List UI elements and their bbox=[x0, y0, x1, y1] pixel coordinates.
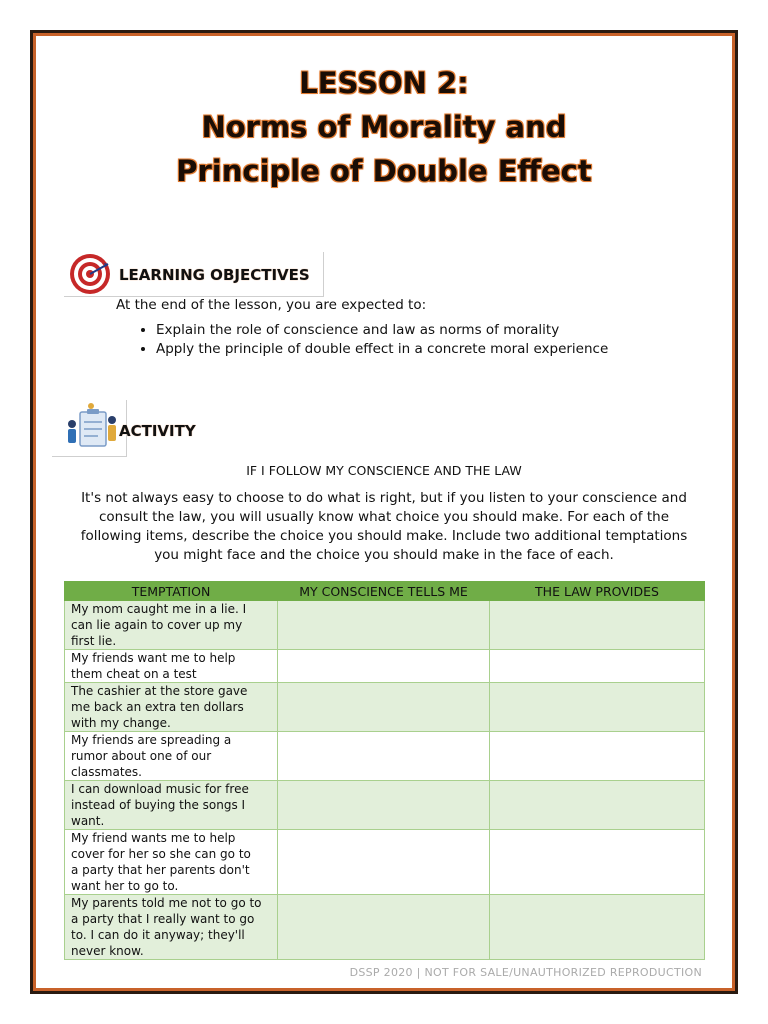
lesson-title-line2: Principle of Double Effect bbox=[176, 154, 592, 188]
instruction-line: following items, describe the choice you should make. Include two additional temptations bbox=[80, 528, 688, 544]
objective-item: • Apply the principle of double effect in a concrete moral experience bbox=[156, 341, 608, 357]
lesson-title-line1: Norms of Morality and bbox=[201, 110, 567, 144]
instruction-line: consult the law, you will usually know what choice you should make. For each of the bbox=[98, 509, 670, 525]
table-row bbox=[65, 601, 705, 650]
instruction-line: you might face and the choice you should make in the face of each. bbox=[154, 547, 614, 563]
conscience-answer-cell[interactable] bbox=[278, 683, 490, 732]
table-row bbox=[65, 650, 705, 683]
table-header-row bbox=[65, 582, 705, 601]
clipboard-people-icon bbox=[62, 402, 122, 454]
learning-objectives-header bbox=[64, 252, 324, 297]
footer-copyright: DSSP 2020 | NOT FOR SALE/UNAUTHORIZED REPRODUCTION bbox=[349, 966, 702, 979]
table-row bbox=[65, 732, 705, 781]
temptation-cell: I can download music for free instead of buying the songs I want. bbox=[65, 781, 278, 830]
temptation-cell: My friend wants me to help cover for her so she can go to a party that her parents don't want her to go to. bbox=[65, 830, 278, 895]
law-answer-cell[interactable] bbox=[490, 781, 705, 830]
temptation-cell: My parents told me not to go to a party that I really want to go to. I can do it anyway; they'll never know. bbox=[65, 895, 278, 960]
law-answer-cell[interactable] bbox=[490, 732, 705, 781]
table-row bbox=[65, 895, 705, 960]
table-row bbox=[65, 830, 705, 895]
law-answer-cell[interactable] bbox=[490, 650, 705, 683]
conscience-answer-cell[interactable] bbox=[278, 732, 490, 781]
objective-item: • Explain the role of conscience and law as norms of morality bbox=[156, 322, 608, 338]
target-icon bbox=[68, 252, 112, 296]
temptation-cell: My mom caught me in a lie. I can lie again to cover up my first lie. bbox=[65, 601, 278, 650]
learning-objectives-heading: LEARNING OBJECTIVES bbox=[119, 266, 310, 284]
activity-heading: ACTIVITY bbox=[119, 422, 196, 440]
law-answer-cell[interactable] bbox=[490, 601, 705, 650]
activity-subtitle: IF I FOLLOW MY CONSCIENCE AND THE LAW bbox=[246, 463, 522, 478]
col-header-temptation: TEMPTATION bbox=[65, 582, 278, 601]
instruction-line: It's not always easy to choose to do what is right, but if you listen to your conscience and bbox=[81, 490, 687, 506]
table-row bbox=[65, 781, 705, 830]
conscience-answer-cell[interactable] bbox=[278, 781, 490, 830]
col-header-law: THE LAW PROVIDES bbox=[490, 582, 705, 601]
law-answer-cell[interactable] bbox=[490, 830, 705, 895]
col-header-conscience: MY CONSCIENCE TELLS ME bbox=[278, 582, 490, 601]
objectives-intro: At the end of the lesson, you are expected to: bbox=[116, 297, 427, 313]
objectives-list bbox=[134, 322, 608, 360]
law-answer-cell[interactable] bbox=[490, 895, 705, 960]
conscience-answer-cell[interactable] bbox=[278, 650, 490, 683]
activity-header bbox=[52, 400, 196, 457]
activity-instructions bbox=[60, 489, 708, 565]
temptation-cell: The cashier at the store gave me back an extra ten dollars with my change. bbox=[65, 683, 278, 732]
lesson-number: LESSON 2: bbox=[299, 66, 469, 100]
conscience-answer-cell[interactable] bbox=[278, 895, 490, 960]
temptation-cell: My friends want me to help them cheat on a test bbox=[65, 650, 278, 683]
table-row bbox=[65, 683, 705, 732]
temptation-cell: My friends are spreading a rumor about one of our classmates. bbox=[65, 732, 278, 781]
conscience-answer-cell[interactable] bbox=[278, 830, 490, 895]
conscience-answer-cell[interactable] bbox=[278, 601, 490, 650]
temptation-table bbox=[64, 581, 705, 960]
law-answer-cell[interactable] bbox=[490, 683, 705, 732]
